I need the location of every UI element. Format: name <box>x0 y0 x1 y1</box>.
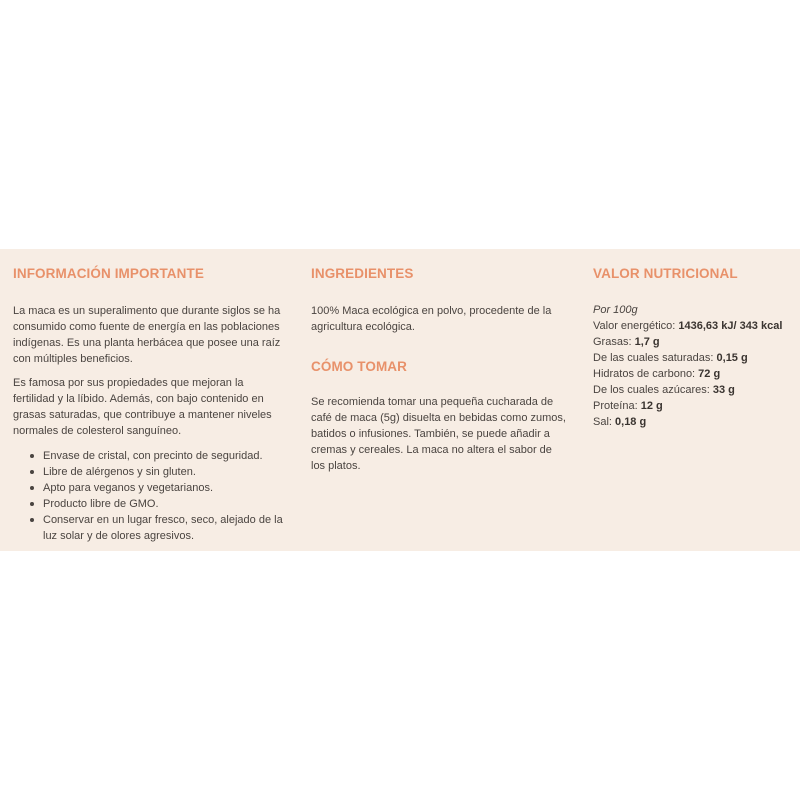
info-bullet-list <box>13 448 288 544</box>
product-info-band <box>0 249 800 551</box>
info-heading: INFORMACIÓN IMPORTANTE <box>13 266 204 281</box>
list-item: Producto libre de GMO. <box>13 496 288 512</box>
bullet-dot-icon <box>30 502 34 506</box>
nutrition-row-fat: Grasas: 1,7 g <box>593 336 660 348</box>
nutrition-row-salt: Sal: 0,18 g <box>593 416 647 428</box>
nutrition-list <box>593 302 782 430</box>
list-item: Apto para veganos y vegetarianos. <box>13 480 288 496</box>
bullet-dot-icon <box>30 486 34 490</box>
list-item: Envase de cristal, con precinto de seguridad. <box>13 448 288 464</box>
nutrition-row-energy: Valor energético: 1436,63 kJ/ 343 kcal <box>593 320 783 332</box>
nutrition-heading: VALOR NUTRICIONAL <box>593 266 738 281</box>
how-to-take-heading: CÓMO TOMAR <box>311 359 407 374</box>
list-item: Libre de alérgenos y sin gluten. <box>13 464 288 480</box>
info-paragraph-2: Es famosa por sus propiedades que mejoran la fertilidad y la líbido. Además, con bajo contenido en grasas saturadas, que contribuye a mantener niveles normales de colesterol sanguíneo. <box>13 377 272 437</box>
nutrition-row-protein: Proteína: 12 g <box>593 400 663 412</box>
info-paragraph-1: La maca es un superalimento que durante siglos se ha consumido como fuente de energía en las poblaciones indígenas. Es una planta herbácea que posee una raíz con múltiples beneficios. <box>13 305 281 365</box>
list-item: Conservar en un lugar fresco, seco, alejado de la luz solar y de olores agresivos. <box>13 512 288 544</box>
ingredients-heading: INGREDIENTES <box>311 266 414 281</box>
nutrition-row-sugars: De los cuales azúcares: 33 g <box>593 384 735 396</box>
bullet-dot-icon <box>30 518 34 522</box>
bullet-dot-icon <box>30 454 34 458</box>
nutrition-row-carbs: Hidratos de carbono: 72 g <box>593 368 721 380</box>
ingredients-text: 100% Maca ecológica en polvo, procedente de la agricultura ecológica. <box>311 305 552 333</box>
how-to-take-text: Se recomienda tomar una pequeña cucharada de café de maca (5g) disuelta en bebidas como zumos, batidos o infusiones. También, se puede añadir a cremas y cereales. La maca no altera el sabor de los platos. <box>311 396 566 472</box>
nutrition-row-saturated: De las cuales saturadas: 0,15 g <box>593 352 748 364</box>
bullet-dot-icon <box>30 470 34 474</box>
nutrition-per-label: Por 100g <box>593 304 638 316</box>
